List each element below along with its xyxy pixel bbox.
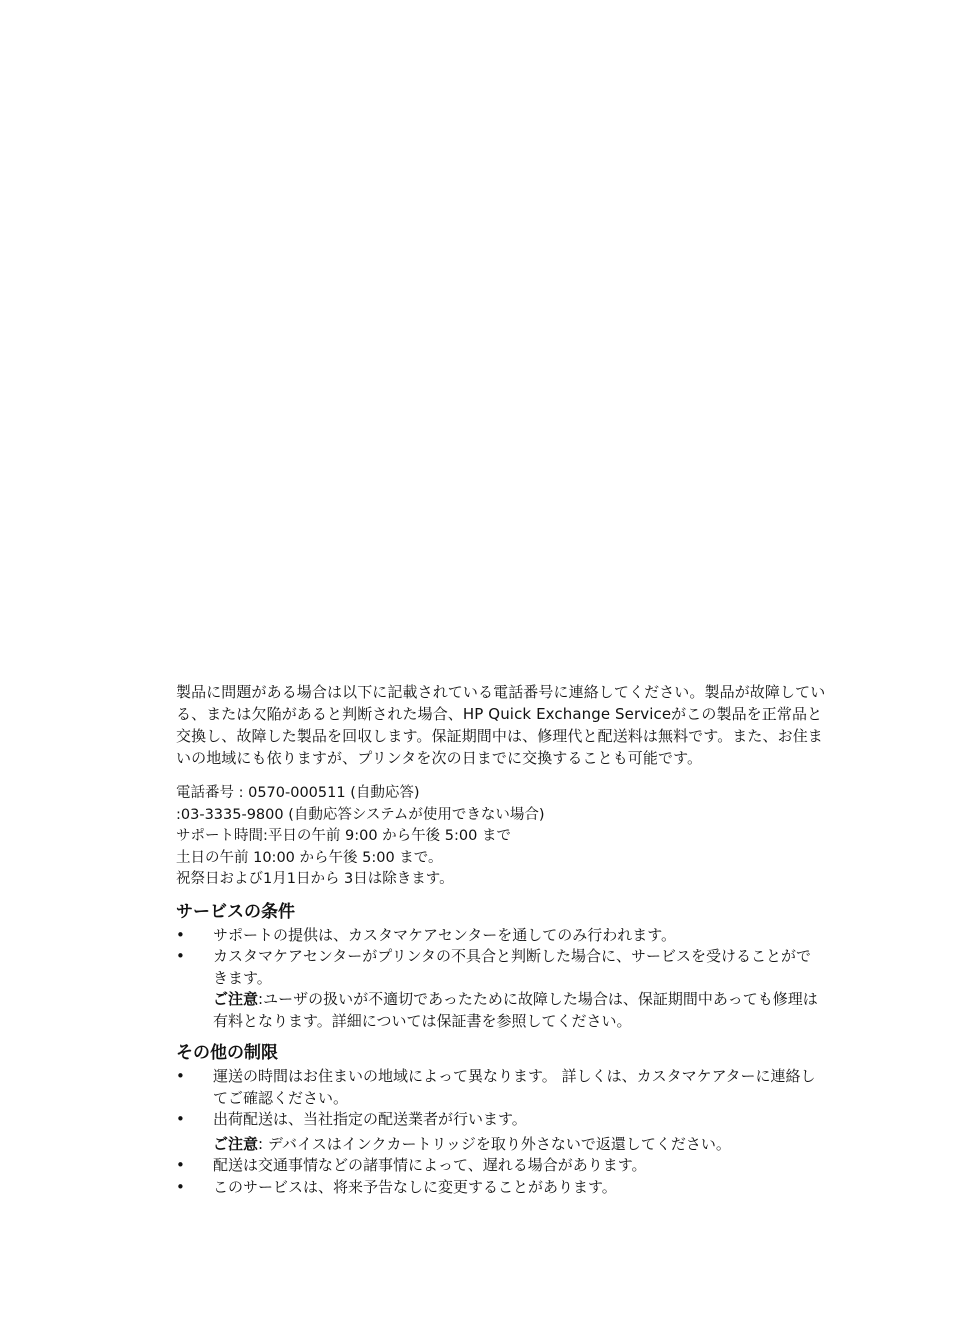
- bullet-icon: •: [176, 947, 185, 965]
- document-body: [176, 681, 826, 1198]
- bullet-icon: •: [176, 1177, 185, 1196]
- phone-number-primary: 電話番号 : 0570-000511 (自動応答): [176, 785, 420, 801]
- service-terms-list: [176, 925, 826, 990]
- other-limits-note: [176, 1134, 826, 1156]
- list-item-text: 運送の時間はお住まいの地域によって異なります。 詳しくは、カスタマケアターに連絡してご確認ください。: [213, 1067, 816, 1107]
- intro-paragraph: 製品に問題がある場合は以下に記載されている電話番号に連絡してください。製品が故障している、または欠陥があると判断された場合、HP Quick Exchange Serviceがこの製品を正常品と交換し、故障した製品を回収します。保証期間中は、修理代と配送料は無料です。また、お住まいの地域にも依りますが、プリンタを次の日までに交換することも可能です。: [176, 683, 826, 767]
- service-terms-note: [176, 989, 826, 1032]
- other-limits-list-continued: [176, 1155, 826, 1198]
- note-label: ご注意: [213, 1134, 259, 1153]
- bullet-icon: •: [176, 925, 185, 944]
- list-item-text: このサービスは、将来予告なしに変更することがあります。: [213, 1177, 617, 1196]
- list-item: [176, 925, 826, 947]
- bullet-icon: •: [176, 1067, 185, 1085]
- list-item: [176, 1177, 826, 1199]
- support-hours-weekday: サポート時間:平日の午前 9:00 から午後 5:00 まで: [176, 828, 511, 844]
- other-limits-list: [176, 1066, 826, 1131]
- other-limits-heading: その他の制限: [176, 1043, 278, 1063]
- note-text: :ユーザの扱いが不適切であったために故障した場合は、保証期間中あっても修理は有料となります。詳細については保証書を参照してください。: [213, 990, 818, 1030]
- list-item: [176, 1066, 826, 1109]
- support-hours-saturday: 土日の午前 10:00 から午後 5:00 まで。: [176, 849, 443, 866]
- list-item-text: 配送は交通事情などの諸事情によって、遅れる場合があります。: [213, 1156, 647, 1174]
- bullet-icon: •: [176, 1110, 185, 1128]
- bullet-icon: •: [176, 1156, 185, 1174]
- note-label: ご注意: [213, 990, 259, 1008]
- list-item: [176, 1109, 826, 1131]
- list-item: [176, 1155, 826, 1177]
- phone-number-secondary: :03-3335-9800 (自動応答システムが使用できない場合): [176, 806, 545, 823]
- list-item-text: サポートの提供は、カスタマケアセンターを通してのみ行われます。: [213, 925, 677, 944]
- support-holidays: 祝祭日および1月1日から 3日は除きます。: [176, 871, 454, 887]
- contact-info: [176, 783, 826, 891]
- service-terms-heading: サービスの条件: [176, 901, 295, 922]
- list-item: [176, 946, 826, 989]
- list-item-text: 出荷配送は、当社指定の配送業者が行います。: [213, 1110, 527, 1128]
- list-item-text: カスタマケアセンターがプリンタの不具合と判断した場合に、サービスを受けることができます。: [213, 947, 812, 987]
- note-text: : デバイスはインクカートリッジを取り外さないで返還してください。: [258, 1134, 731, 1153]
